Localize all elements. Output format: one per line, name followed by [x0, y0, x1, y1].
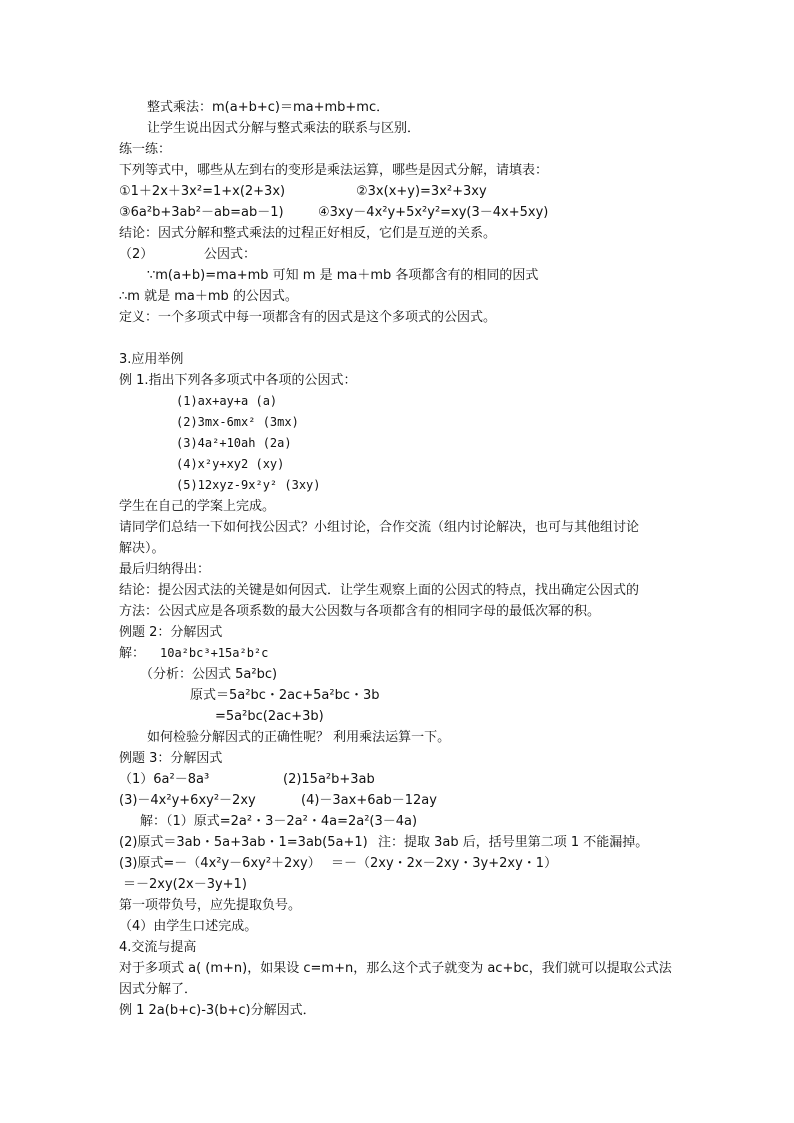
line-text: (3)－4x²y+6xy²－2xy [119, 793, 256, 808]
text-line [119, 833, 794, 852]
line-text: 整式乘法：m(a+b+c)＝ma+mb+mc． [147, 100, 390, 115]
text-line [119, 287, 794, 306]
line-text: (3)4a²+10ah (2a) [176, 436, 292, 450]
line-text: (2)15a²b+3ab [283, 772, 375, 787]
section-heading [119, 938, 794, 957]
line-text: （1）6a²－8a³ [119, 772, 210, 787]
line-text: 3.应用举例 [119, 352, 184, 367]
text-line [119, 308, 794, 327]
line-text: (5)12xyz-9x²y² (3xy) [176, 478, 321, 492]
line-text: （2） [119, 247, 154, 262]
line-text: 如何检验分解因式的正确性呢？ 利用乘法运算一下。 [147, 730, 451, 745]
text-line [119, 203, 794, 222]
text-line [119, 518, 794, 537]
text-line [190, 686, 794, 705]
text-line [140, 665, 794, 684]
line-text: 学生在自己的学案上完成。 [119, 499, 276, 514]
line-text: 解： [119, 646, 146, 661]
text-line [140, 812, 794, 831]
line-text: 让学生说出因式分解与整式乘法的联系与区别． [147, 121, 421, 136]
text-line [119, 245, 794, 264]
line-text: (2)3mx-6mx² (3mx) [176, 415, 299, 429]
line-text: (1)ax+ay+a (a) [176, 394, 278, 408]
text-line [119, 371, 794, 390]
text-line [119, 749, 794, 768]
text-line [119, 917, 794, 936]
text-line [147, 119, 794, 138]
line-text: 结论：因式分解和整式乘法的过程正好相反，它们是互逆的关系。 [119, 226, 497, 241]
line-text: 例 1 2a(b+c)-3(b+c)分解因式． [119, 1003, 316, 1018]
list-item [176, 392, 794, 411]
text-line [119, 560, 794, 579]
line-text: 请同学们总结一下如何找公因式？小组讨论，合作交流（组内讨论解决，也可与其他组讨论 [119, 520, 640, 535]
text-line [123, 875, 794, 894]
section-heading [119, 350, 794, 369]
line-text: 注：提取 3ab 后，括号里第二项 1 不能漏掉。 [378, 835, 649, 850]
text-line [119, 581, 794, 600]
line-text: 练一练： [119, 142, 172, 157]
line-text: 4.交流与提高 [119, 940, 197, 955]
text-line [147, 266, 794, 285]
line-text: 定义：一个多项式中每一项都含有的因式是这个多项式的公因式。 [119, 310, 497, 325]
line-text: ∵m(a+b)=ma+mb 可知 m 是 ma＋mb 各项都含有的相同的因式 [147, 268, 539, 283]
line-text: 结论：提公因式法的关键是如何因式．让学生观察上面的公因式的特点，找出确定公因式的 [119, 583, 640, 598]
text-line [119, 161, 794, 180]
line-text: 对于多项式 a( (m+n)，如果设 c=m+n，那么这个式子就变为 ac+bc，我们就可以提取公式法 [119, 961, 672, 976]
text-line [119, 224, 794, 243]
text-line [119, 497, 794, 516]
line-text: 例题 3：分解因式 [119, 751, 223, 766]
text-line [147, 98, 794, 117]
text-line [119, 539, 794, 558]
line-text: 最后归纳得出： [119, 562, 211, 577]
text-line [119, 140, 794, 159]
line-text: 方法：公因式应是各项系数的最大公因数与各项都含有的相同字母的最低次幂的积。 [119, 604, 601, 619]
equation-left: ③6a²b+3ab²－ab=ab－1) [119, 205, 284, 220]
line-text: 例 1.指出下列各多项式中各项的公因式： [119, 373, 357, 388]
line-text: (4)－3ax+6ab－12ay [301, 793, 437, 808]
text-line [119, 854, 794, 873]
text-line [119, 1001, 794, 1020]
line-text: （4）由学生口述完成。 [119, 919, 258, 934]
line-text: (4)x²y+xy2 (xy) [176, 457, 285, 471]
line-text: ∴m 就是 ma＋mb 的公因式。 [119, 289, 298, 304]
text-line [147, 728, 794, 747]
equation-left: ①1＋2x＋3x²=1+x(2+3x) [119, 184, 286, 199]
text-line [119, 644, 794, 663]
line-text: 例题 2：分解因式 [119, 625, 223, 640]
list-item [176, 476, 794, 495]
line-text: （分析：公因式 5a²bc) [140, 667, 278, 682]
text-line [215, 707, 794, 726]
line-text: 解：（1）原式=2a²・3－2a²・4a=2a²(3－4a) [140, 814, 418, 829]
text-line [119, 770, 794, 789]
line-text: 解决）。 [119, 541, 165, 556]
equation: 10a²bc³+15a²b²c [160, 646, 269, 660]
equation-right: ②3x(x+y)=3x²+3xy [356, 184, 487, 199]
line-text: ＝－（2xy・2x－2xy・3y+2xy・1） [331, 856, 558, 871]
text-line [119, 980, 794, 999]
text-line [119, 896, 794, 915]
text-line [119, 182, 794, 201]
list-item [176, 413, 794, 432]
line-text: 原式＝5a²bc・2ac+5a²bc・3b [190, 688, 380, 703]
line-text: 因式分解了． [119, 982, 198, 997]
line-text: ＝－2xy(2x－3y+1) [123, 877, 247, 892]
line-text: =5a²bc(2ac+3b) [215, 709, 324, 724]
text-line [119, 623, 794, 642]
line-text: 公因式： [204, 247, 257, 262]
text-line [119, 602, 794, 621]
line-text: (3)原式=－（4x²y－6xy²＋2xy） [119, 856, 321, 871]
line-text: 下列等式中，哪些从左到右的变形是乘法运算，哪些是因式分解，请填表： [119, 163, 549, 178]
text-line [119, 791, 794, 810]
equation-right: ④3xy－4x²y+5x²y²=xy(3－4x+5xy) [318, 205, 549, 220]
list-item [176, 455, 794, 474]
list-item [176, 434, 794, 453]
line-text: 第一项带负号，应先提取负号。 [119, 898, 302, 913]
text-line [119, 959, 794, 978]
line-text: (2)原式＝3ab・5a+3ab・1=3ab(5a+1) [119, 835, 368, 850]
